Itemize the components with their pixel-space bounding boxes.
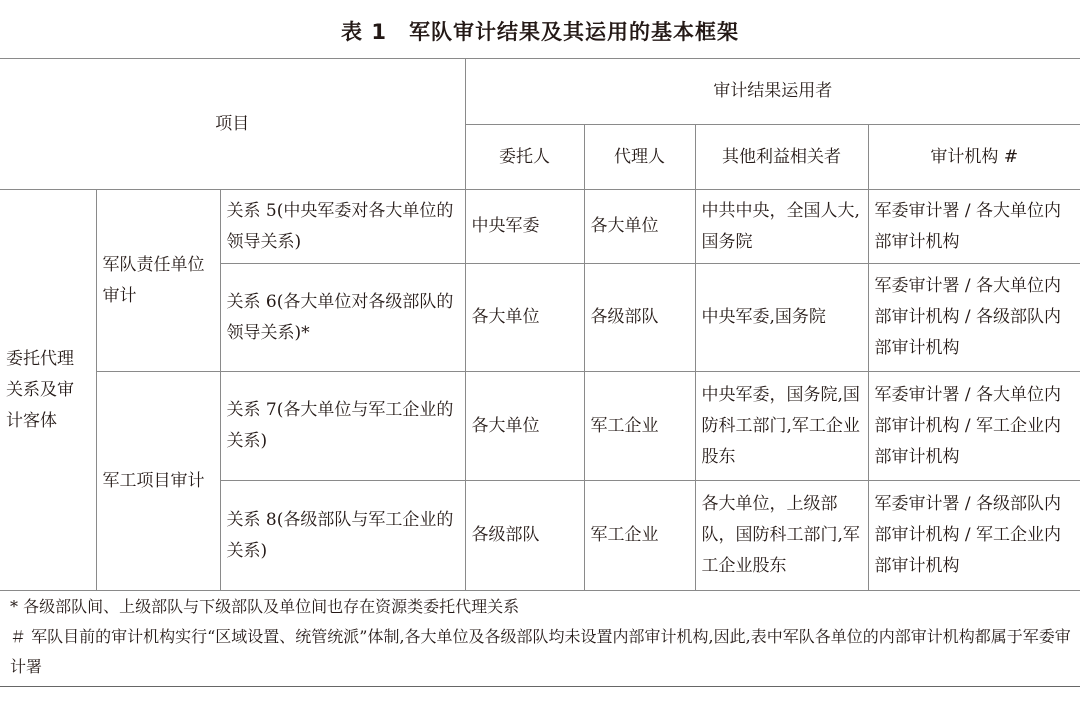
stakeholders-cell: 中央军委,国务院	[695, 264, 868, 372]
principal-cell: 中央军委	[465, 190, 584, 264]
stakeholders-cell: 中共中央，全国人大,国务院	[695, 190, 868, 264]
table-number: 表 1	[341, 20, 387, 44]
table-notes	[10, 592, 1076, 682]
relation-cell: 关系 8(各级部队与军工企业的关系)	[220, 481, 465, 591]
relation-cell: 关系 6(各大单位对各级部队的领导关系)*	[220, 264, 465, 372]
bottom-rule	[0, 686, 1080, 687]
table-row	[0, 190, 1080, 264]
subgroup-cell: 军队责任单位审计	[96, 190, 220, 372]
users-header: 审计结果运用者	[465, 59, 1080, 125]
item-header: 项目	[0, 59, 465, 190]
agent-cell: 军工企业	[584, 372, 695, 481]
relation-cell: 关系 5(中央军委对各大单位的领导关系)	[220, 190, 465, 264]
principal-cell: 各大单位	[465, 372, 584, 481]
table-row	[0, 372, 1080, 481]
stakeholders-cell: 各大单位，上级部队，国防科工部门,军工企业股东	[695, 481, 868, 591]
agent-cell: 各级部队	[584, 264, 695, 372]
table-title	[0, 14, 1080, 50]
auditor-cell: 军委审计署 / 各大单位内部审计机构 / 军工企业内部审计机构	[868, 372, 1080, 481]
agent-cell: 军工企业	[584, 481, 695, 591]
auditor-header: 审计机构 #	[868, 125, 1080, 190]
principal-cell: 各级部队	[465, 481, 584, 591]
stakeholders-header: 其他利益相关者	[695, 125, 868, 190]
auditor-cell: 军委审计署 / 各大单位内部审计机构	[868, 190, 1080, 264]
note-hash: ＃ 军队目前的审计机构实行“区域设置、统管统派”体制,各大单位及各级部队均未设置内部审计机构,因此,表中军队各单位的内部审计机构都属于军委审计署	[10, 627, 1071, 676]
table-caption: 军队审计结果及其运用的基本框架	[408, 20, 739, 44]
header-row-1	[0, 59, 1080, 125]
group-cell: 委托代理关系及审计客体	[0, 190, 96, 591]
stakeholders-cell: 中央军委，国务院,国防科工部门,军工企业股东	[695, 372, 868, 481]
auditor-cell: 军委审计署 / 各级部队内部审计机构 / 军工企业内部审计机构	[868, 481, 1080, 591]
auditor-cell: 军委审计署 / 各大单位内部审计机构 / 各级部队内部审计机构	[868, 264, 1080, 372]
subgroup-cell: 军工项目审计	[96, 372, 220, 591]
principal-cell: 各大单位	[465, 264, 584, 372]
relation-cell: 关系 7(各大单位与军工企业的关系)	[220, 372, 465, 481]
agent-header: 代理人	[584, 125, 695, 190]
note-asterisk: * 各级部队间、上级部队与下级部队及单位间也存在资源类委托代理关系	[10, 597, 520, 616]
agent-cell: 各大单位	[584, 190, 695, 264]
audit-framework-table	[0, 58, 1080, 591]
principal-header: 委托人	[465, 125, 584, 190]
